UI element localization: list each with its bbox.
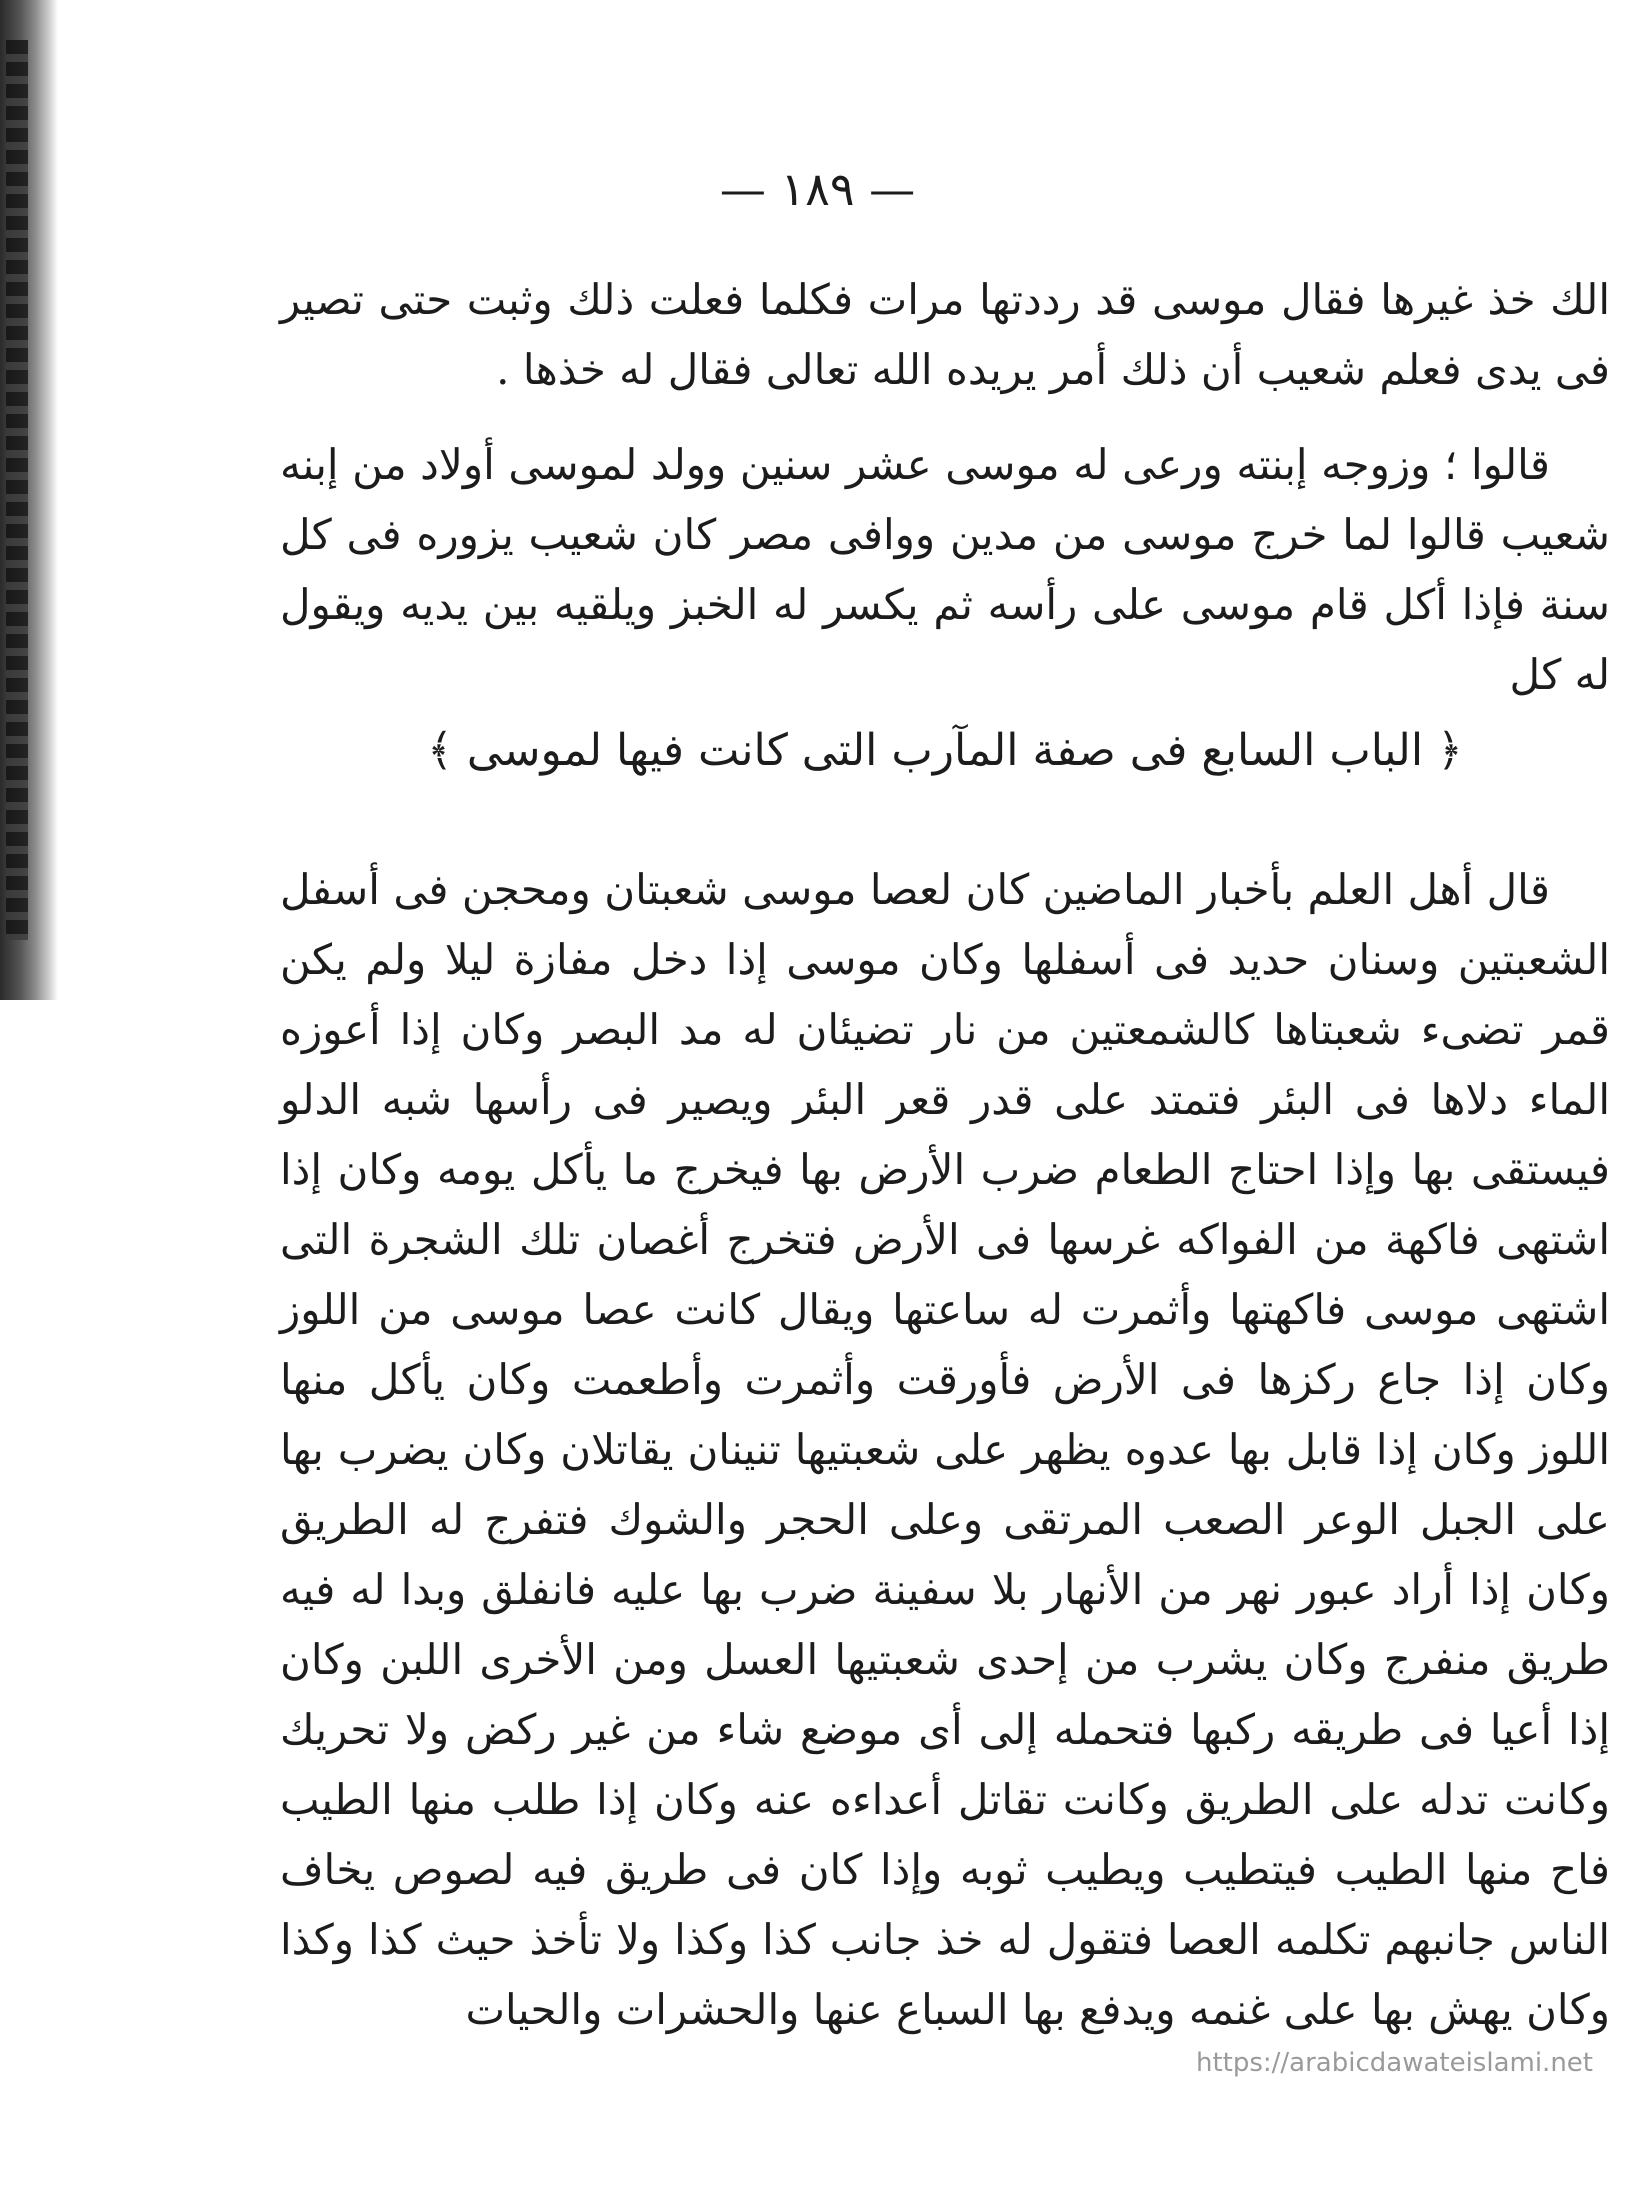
book-binding-edge [0,0,58,1000]
page-number: — ١٨٩ — [719,162,916,216]
paragraph-3: قال أهل العلم بأخبار الماضين كان لعصا موسى شعبتان ومحجن فى أسفل الشعبتين وسنان حديد فى أسفلها وكان موسى إذا دخل مفازة ليلا ولم يكن قمر تضىء شعبتاها كالشمعتين من نار تضيئان له مد البصر وكان إذا أعوزه الماء دلاها فى البئر فتمتد على قدر قعر البئر ويصير فى رأسها شبه الدلو فيستقى بها وإذا احتاج الطعام ضرب الأرض بها فيخرج ما يأكل يومه وكان إذا اشتهى فاكهة من الفواكه غرسها فى الأرض فتخرج أغصان تلك الشجرة التى اشتهى موسى فاكهتها وأثمرت له ساعتها ويقال كانت عصا موسى من اللوز وكان إذا جاع ركزها فى الأرض فأورقت وأثمرت وأطعمت وكان يأكل منها اللوز وكان إذا قابل بها عدوه يظهر على شعبتيها تنينان يقاتلان وكان يضرب بها على الجبل الوعر الصعب المرتقى وعلى الحجر والشوك فتفرج له الطريق وكان إذا أراد عبور نهر من الأنهار بلا سفينة ضرب بها عليه فانفلق وبدا له فيه طريق منفرج وكان يشرب من إحدى شعبتيها العسل ومن الأخرى اللبن وكان إذا أعيا فى طريقه ركبها فتحمله إلى أى موضع شاء من غير ركض ولا تحريك وكانت تدله على الطريق وكانت تقاتل أعداءه عنه وكان إذا طلب منها الطيب فاح منها الطيب فيتطيب ويطيب ثوبه وإذا كان فى طريق فيه لصوص يخاف الناس جانبهم تكلمه العصا فتقول له خذ جانب كذا وكذا ولا تأخذ حيث كذا وكذا وكان يهش بها على غنمه ويدفع بها السباع عنها والحشرات والحيات [280,865,1610,2034]
paragraph-2: قالوا ؛ وزوجه إبنته ورعى له موسى عشر سنين وولد لموسى أولاد من إبنه شعيب قالوا لما خرج موسى من مدين ووافى مصر كان شعيب يزوره فى كل سنة فإذا أكل قام موسى على رأسه ثم يكسر له الخبز ويلقيه بين يديه ويقول له كل [280,440,1610,699]
section-heading: ﴿ الباب السابع فى صفة المآرب التى كانت فيها لموسى ﴾ [427,725,1463,776]
paragraph-1: الك خذ غيرها فقال موسى قد رددتها مرات فكلما فعلت ذلك وثبت حتى تصير فى يدى فعلم شعيب أن ذلك أمر يريده الله تعالى فقال له خذها . [280,275,1610,394]
watermark: https://arabicdawateislami.net [1195,2048,1593,2078]
